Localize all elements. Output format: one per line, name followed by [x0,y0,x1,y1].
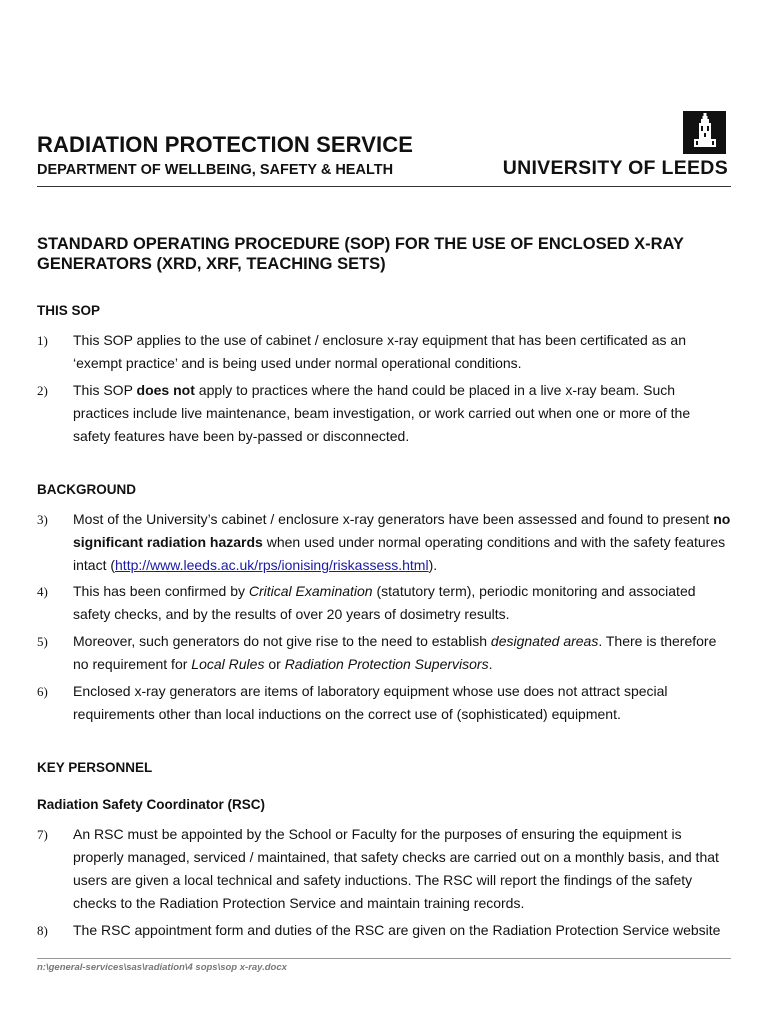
item-number: 4) [37,584,48,599]
university-crest-icon [683,111,726,154]
item-text [73,630,731,676]
service-title: RADIATION PROTECTION SERVICE [37,132,414,157]
item-text [73,919,731,942]
item-text-span: ). [428,557,438,573]
item-number: 6) [37,684,48,699]
item-number: 7) [37,827,48,842]
item-text-span: . [488,656,493,672]
item-text-italic: Local Rules [191,656,265,672]
item-text-span: when used under normal operating conditions and with the safety features intact ( [73,534,726,573]
list-item [37,919,731,942]
list-item [37,580,731,626]
item-text-span: . There is therefore no requirement for [73,633,717,672]
item-number: 1) [37,333,48,348]
item-text-span: or [264,656,285,672]
file-path-footer: n:\general-services\sas\radiation\4 sops\sop x-ray.docx [37,962,287,973]
item-text [73,379,731,448]
item-text-span: This has been confirmed by [73,583,249,599]
risk-assessment-link[interactable]: http://www.leeds.ac.uk/rps/ionising/riskassess.html [115,557,429,573]
list-item [37,508,731,577]
department-subtitle: DEPARTMENT OF WELLBEING, SAFETY & HEALTH [37,162,394,178]
item-text-span: The RSC appointment form and duties of the RSC are given on the Radiation Protection Service website [73,922,721,938]
subsection-heading-rsc: Radiation Safety Coordinator (RSC) [37,797,266,812]
item-text [73,329,731,375]
item-text [73,508,731,577]
list-item [37,630,731,676]
document-title: STANDARD OPERATING PROCEDURE (SOP) FOR THE USE OF ENCLOSED X-RAY GENERATORS (XRD, XRF, TEACHING SETS) [37,235,684,273]
item-text-span: apply to practices where the hand could be placed in a live x-ray beam. Such practices include live maintenance, beam investigation, or work carried out when one or more of the safety features have been by-passed or disconnected. [73,382,691,444]
item-text-italic: designated areas [490,633,599,649]
item-text [73,823,731,915]
item-number: 2) [37,383,48,398]
university-logo-text: UNIVERSITY OF LEEDS [502,157,728,179]
item-text [73,580,731,626]
item-text-emphasis: no significant radiation hazards [73,511,731,550]
item-text-span: This SOP applies to the use of cabinet / enclosure x-ray equipment that has been certificated as an ‘exempt practice’ and is being used under normal operational conditions. [73,332,686,371]
list-item [37,329,731,375]
list-item [37,379,731,448]
item-number: 5) [37,634,48,649]
item-text-span: This SOP [73,382,137,398]
item-text-span: An RSC must be appointed by the School or Faculty for the purposes of ensuring the equipment is properly managed, serviced / maintained, that safety checks are carried out on a monthly basis, and that users are given a local technical and safety inductions. The RSC will report the findings of the safety checks to the Radiation Protection Service and maintain training records. [73,826,719,911]
section-heading-background: BACKGROUND [37,482,136,497]
item-number: 8) [37,923,48,938]
item-text-span: Enclosed x-ray generators are items of laboratory equipment whose use does not attract special requirements other than local inductions on the correct use of (sophisticated) equipment. [73,683,668,722]
item-text-span: Most of the University’s cabinet / enclosure x-ray generators have been assessed and found to present [73,511,714,527]
item-number: 3) [37,512,48,527]
list-item [37,680,731,726]
item-text-span: Moreover, such generators do not give rise to the need to establish [73,633,491,649]
item-text-italic: Critical Examination [248,583,373,599]
header-divider [37,186,731,187]
item-text-italic: Radiation Protection Supervisors [284,656,489,672]
item-text-span: (statutory term), periodic monitoring and associated safety checks, and by the results of over 20 years of dosimetry results. [73,583,696,622]
section-heading-this-sop: THIS SOP [37,303,101,318]
item-text-emphasis: does not [136,382,195,398]
list-item [37,823,731,915]
item-text [73,680,731,726]
section-heading-key-personnel: KEY PERSONNEL [37,760,153,775]
footer-divider [37,958,731,959]
